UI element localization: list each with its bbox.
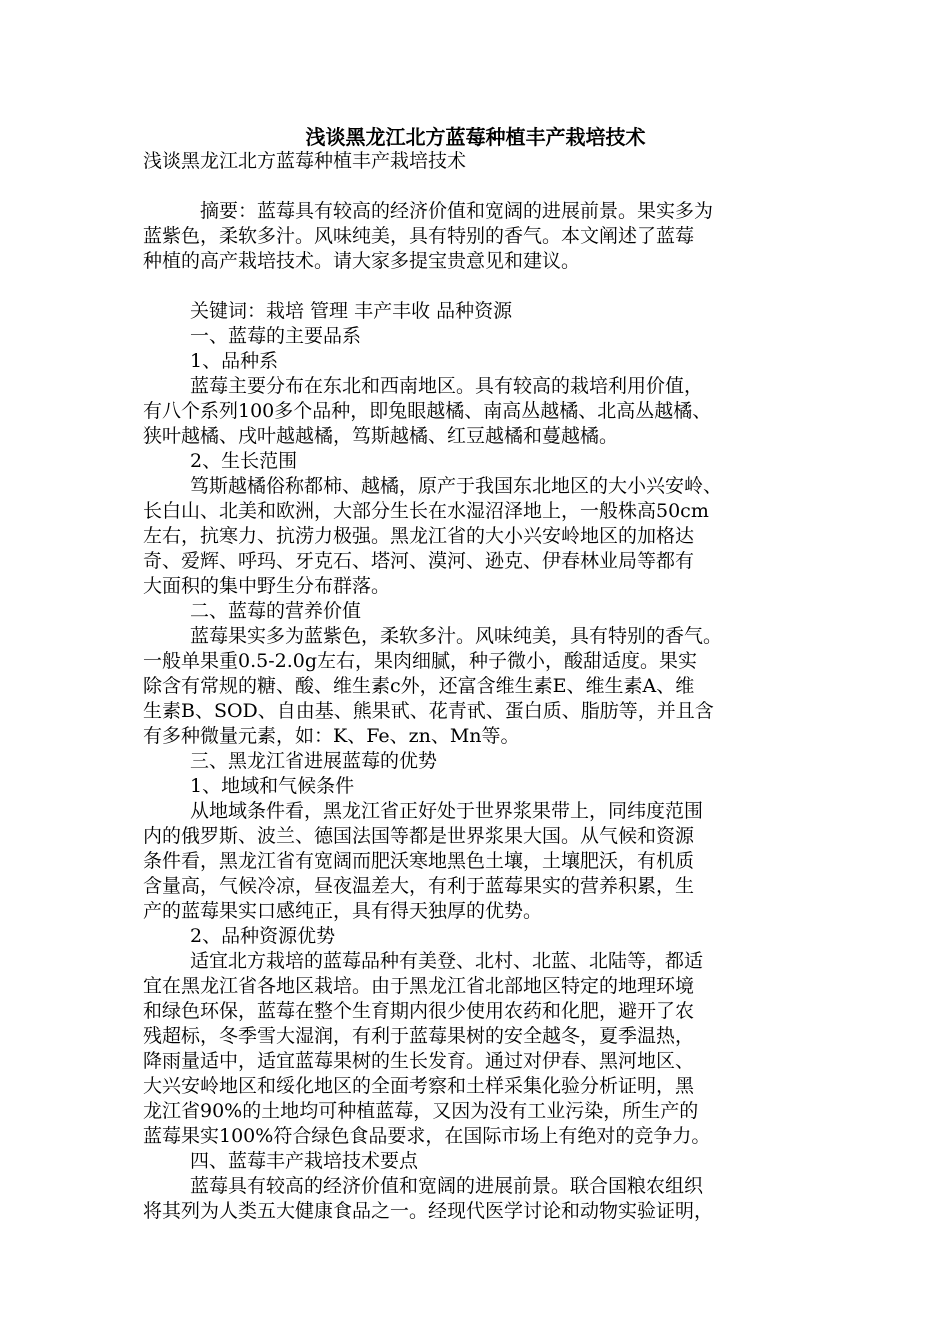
text-line: 种植的高产栽培技术。请大家多提宝贵意见和建议。: [143, 250, 581, 272]
text-line: 和绿色环保，蓝莓在整个生育期内很少使用农药和化肥，避开了农: [143, 1000, 695, 1022]
text-line: 生素B、SOD、自由基、熊果甙、花青甙、蛋白质、脂肪等，并且含: [143, 700, 714, 722]
text-line: 1、地域和气候条件: [190, 775, 355, 797]
text-line: 适宜北方栽培的蓝莓品种有美登、北村、北蓝、北陆等，都适: [190, 950, 704, 972]
text-line: 降雨量适中，适宜蓝莓果树的生长发育。通过对伊春、黑河地区、: [143, 1050, 695, 1072]
text-line: 将其列为人类五大健康食品之一。经现代医学讨论和动物实验证明，: [143, 1200, 714, 1222]
text-line: 长白山、北美和欧洲，大部分生长在水湿沼泽地上，一般株高50cm: [143, 500, 709, 522]
text-line: 1、品种系: [190, 350, 279, 372]
text-line: 一、蓝莓的主要品系: [190, 325, 362, 347]
text-line: 龙江省90%的土地均可种植蓝莓，又因为没有工业污染，所生产的: [143, 1100, 699, 1122]
text-line: 关键词：栽培 管理 丰产丰收 品种资源: [190, 300, 513, 322]
text-line: 大兴安岭地区和绥化地区的全面考察和土样采集化验分析证明，黑: [143, 1075, 695, 1097]
text-line: 含量高，气候冷凉，昼夜温差大，有利于蓝莓果实的营养积累，生: [143, 875, 695, 897]
blank-line: [143, 274, 808, 299]
text-line: 有多种微量元素，如：K、Fe、zn、Mn等。: [143, 725, 520, 747]
text-line: 有八个系列100多个品种，即兔眼越橘、南高丛越橘、北高丛越橘、: [143, 400, 712, 422]
document-body: [143, 149, 808, 1224]
text-line: 摘要：蓝莓具有较高的经济价值和宽阔的进展前景。果实多为: [200, 200, 714, 222]
text-line: 宜在黑龙江省各地区栽培。由于黑龙江省北部地区特定的地理环境: [143, 975, 695, 997]
text-line: 三、黑龙江省进展蓝莓的优势: [190, 750, 438, 772]
text-line: 四、蓝莓丰产栽培技术要点: [190, 1150, 419, 1172]
text-line: 内的俄罗斯、波兰、德国法国等都是世界浆果大国。从气候和资源: [143, 825, 695, 847]
text-line: 除含有常规的糖、酸、维生素c外，还富含维生素E、维生素A、维: [143, 675, 695, 697]
document-title: 浅谈黑龙江北方蓝莓种植丰产栽培技术: [305, 125, 646, 149]
document-subtitle: 浅谈黑龙江北方蓝莓种植丰产栽培技术: [143, 150, 467, 172]
text-line: 从地域条件看，黑龙江省正好处于世界浆果带上，同纬度范围: [190, 800, 704, 822]
text-line: 狭叶越橘、戌叶越越橘，笃斯越橘、红豆越橘和蔓越橘。: [143, 425, 619, 447]
text-line: 2、生长范围: [190, 450, 298, 472]
blank-line: [143, 174, 808, 199]
text-line: 2、品种资源优势: [190, 925, 336, 947]
text-line: 蓝莓主要分布在东北和西南地区。具有较高的栽培利用价值，: [190, 375, 704, 397]
text-line: 蓝莓果实多为蓝紫色，柔软多汁。风味纯美，具有特别的香气。: [190, 625, 723, 647]
text-line: 大面积的集中野生分布群落。: [143, 575, 391, 597]
text-line: 一般单果重0.5-2.0g左右，果肉细腻，种子微小，酸甜适度。果实: [143, 650, 698, 672]
text-line: 奇、爱辉、呼玛、牙克石、塔河、漠河、逊克、伊春林业局等都有: [143, 550, 695, 572]
text-line: 笃斯越橘俗称都柿、越橘，原产于我国东北地区的大小兴安岭、: [190, 475, 723, 497]
text-line: 二、蓝莓的营养价值: [190, 600, 362, 622]
text-line: 残超标，冬季雪大湿润，有利于蓝莓果树的安全越冬，夏季温热，: [143, 1025, 695, 1047]
text-line: 蓝莓果实100%符合绿色食品要求，在国际市场上有绝对的竞争力。: [143, 1125, 711, 1147]
text-line: 蓝莓具有较高的经济价值和宽阔的进展前景。联合国粮农组织: [190, 1175, 704, 1197]
text-line: 蓝紫色，柔软多汁。风味纯美，具有特别的香气。本文阐述了蓝莓: [143, 225, 695, 247]
text-line: 产的蓝莓果实口感纯正，具有得天独厚的优势。: [143, 900, 543, 922]
text-line: 条件看，黑龙江省有宽阔而肥沃寒地黑色土壤，土壤肥沃，有机质: [143, 850, 695, 872]
text-line: 左右，抗寒力、抗涝力极强。黑龙江省的大小兴安岭地区的加格达: [143, 525, 695, 547]
